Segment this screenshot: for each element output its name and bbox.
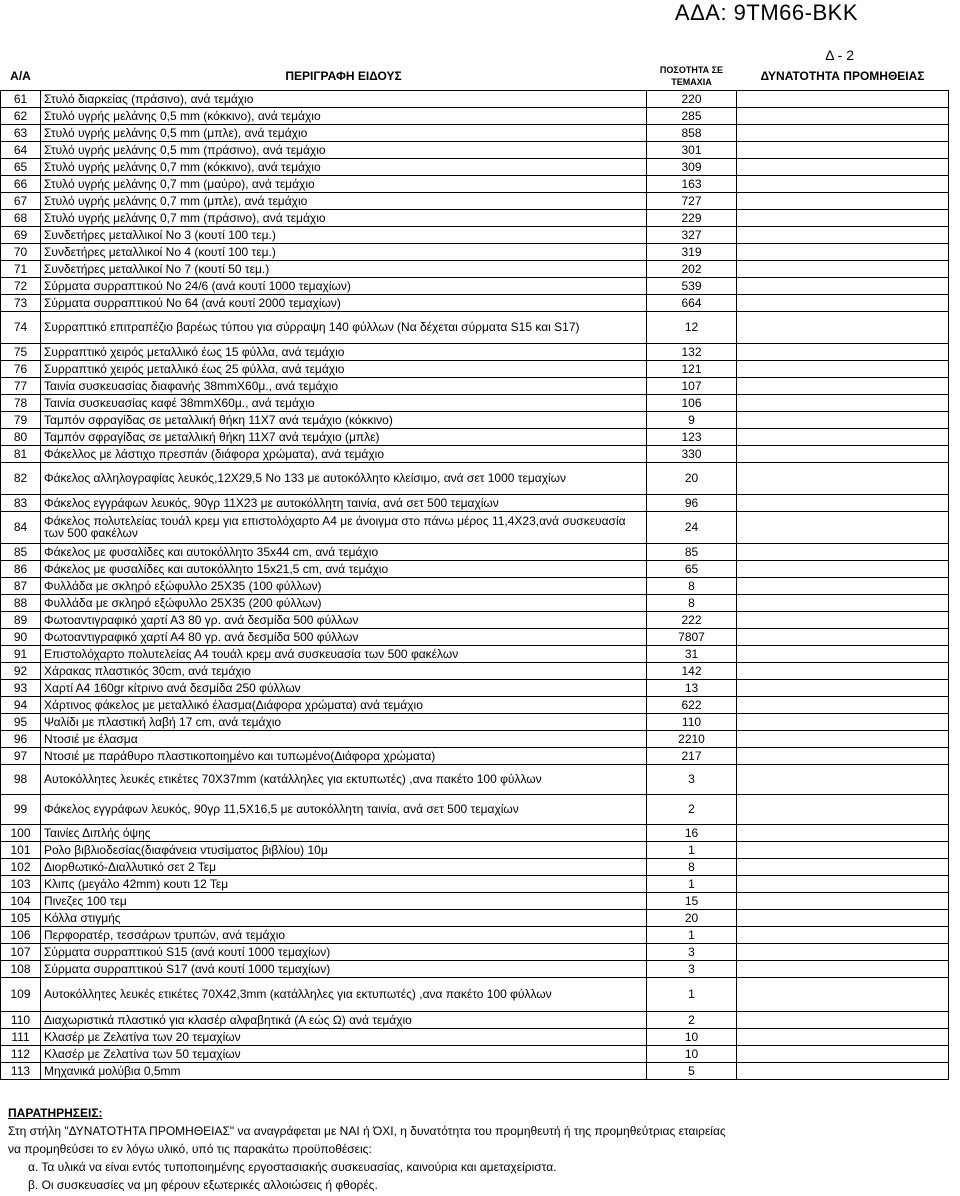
table-row bbox=[1, 260, 949, 277]
row-capability[interactable] bbox=[737, 679, 949, 696]
row-description: Σύρματα συρραπτικού S15 (ανά κουτί 1000 τεμαχίων) bbox=[41, 943, 647, 960]
row-number: 105 bbox=[1, 909, 41, 926]
row-quantity: 10 bbox=[647, 1028, 737, 1045]
row-number: 111 bbox=[1, 1028, 41, 1045]
table-row bbox=[1, 824, 949, 841]
row-quantity: 107 bbox=[647, 377, 737, 394]
table-row bbox=[1, 977, 949, 1011]
row-number: 113 bbox=[1, 1062, 41, 1079]
row-capability[interactable] bbox=[737, 1062, 949, 1079]
table-row bbox=[1, 960, 949, 977]
row-capability[interactable] bbox=[737, 628, 949, 645]
row-number: 88 bbox=[1, 594, 41, 611]
row-capability[interactable] bbox=[737, 360, 949, 377]
row-number: 85 bbox=[1, 543, 41, 560]
row-quantity: 539 bbox=[647, 277, 737, 294]
row-description: Ντοσιέ με έλασμα bbox=[41, 730, 647, 747]
row-description: Χάρακας πλαστικός 30cm, ανά τεμάχιο bbox=[41, 662, 647, 679]
row-description: Περφορατέρ, τεσσάρων τρυπών, ανά τεμάχιο bbox=[41, 926, 647, 943]
row-number: 98 bbox=[1, 764, 41, 794]
row-description: Μηχανικά μολύβια 0,5mm bbox=[41, 1062, 647, 1079]
row-quantity: 85 bbox=[647, 543, 737, 560]
table-row bbox=[1, 1045, 949, 1062]
table-row bbox=[1, 594, 949, 611]
row-quantity: 96 bbox=[647, 494, 737, 511]
table-row bbox=[1, 192, 949, 209]
row-number: 80 bbox=[1, 428, 41, 445]
row-number: 64 bbox=[1, 141, 41, 158]
row-capability[interactable] bbox=[737, 858, 949, 875]
table-row bbox=[1, 713, 949, 730]
row-capability[interactable] bbox=[737, 611, 949, 628]
row-quantity: 24 bbox=[647, 511, 737, 543]
row-number: 96 bbox=[1, 730, 41, 747]
table-row bbox=[1, 909, 949, 926]
row-description: Διορθωτικό-Διαλλυτικό σετ 2 Τεμ bbox=[41, 858, 647, 875]
row-capability[interactable] bbox=[737, 260, 949, 277]
row-capability[interactable] bbox=[737, 943, 949, 960]
row-description: Συρραπτικό χειρός μεταλλικό έως 25 φύλλα, ανά τεμάχιο bbox=[41, 360, 647, 377]
table-row bbox=[1, 377, 949, 394]
table-row bbox=[1, 462, 949, 494]
row-description: Ντοσιέ με παράθυρο πλαστικοποιημένο και τυπωμένο(Διάφορα χρώματα) bbox=[41, 747, 647, 764]
row-quantity: 1 bbox=[647, 841, 737, 858]
row-quantity: 220 bbox=[647, 90, 737, 107]
sheet-label: Δ - 2 bbox=[825, 47, 854, 63]
row-description: Κλασέρ με Ζελατίνα των 20 τεμαχίων bbox=[41, 1028, 647, 1045]
row-description: Χαρτί Α4 160gr κίτρινο ανά δεσμίδα 250 φύλλων bbox=[41, 679, 647, 696]
notes-item-b: β. Οι συσκευασίες να μη φέρουν εξωτερικές αλλοιώσεις ή φθορές. bbox=[28, 1178, 378, 1192]
row-quantity: 727 bbox=[647, 192, 737, 209]
row-number: 77 bbox=[1, 377, 41, 394]
table-row bbox=[1, 141, 949, 158]
row-capability[interactable] bbox=[737, 594, 949, 611]
table-row bbox=[1, 494, 949, 511]
row-capability[interactable] bbox=[737, 1045, 949, 1062]
row-description: Ταμπόν σφραγίδας σε μεταλλική θήκη 11Χ7 ανά τεμάχιο (κόκκινο) bbox=[41, 411, 647, 428]
table-row bbox=[1, 577, 949, 594]
row-quantity: 12 bbox=[647, 311, 737, 343]
row-quantity: 858 bbox=[647, 124, 737, 141]
col-header-quantity: ΠΟΣΟΤΗΤΑ ΣΕ ΤΕΜΑΧΙΑ bbox=[659, 65, 724, 88]
row-quantity: 3 bbox=[647, 960, 737, 977]
table-row bbox=[1, 411, 949, 428]
row-capability[interactable] bbox=[737, 511, 949, 543]
row-capability[interactable] bbox=[737, 892, 949, 909]
row-quantity: 8 bbox=[647, 858, 737, 875]
row-number: 63 bbox=[1, 124, 41, 141]
row-capability[interactable] bbox=[737, 645, 949, 662]
row-capability[interactable] bbox=[737, 445, 949, 462]
notes-line-2: να προμηθεύσει το εν λόγω υλικό, υπό τις παρακάτω προϋποθέσεις: bbox=[8, 1142, 372, 1156]
row-description: Κόλλα στιγμής bbox=[41, 909, 647, 926]
row-description: Στυλό υγρής μελάνης 0,5 mm (μπλε), ανά τεμάχιο bbox=[41, 124, 647, 141]
row-description: Φάκελος εγγράφων λευκός, 90γρ 11Χ23 με αυτοκόλλητη ταινία, ανά σετ 500 τεμαχίων bbox=[41, 494, 647, 511]
row-number: 110 bbox=[1, 1011, 41, 1028]
row-quantity: 106 bbox=[647, 394, 737, 411]
row-quantity: 16 bbox=[647, 824, 737, 841]
row-capability[interactable] bbox=[737, 428, 949, 445]
row-description: Σύρματα συρραπτικού Νο 24/6 (ανά κουτί 1000 τεμαχίων) bbox=[41, 277, 647, 294]
row-capability[interactable] bbox=[737, 141, 949, 158]
row-number: 92 bbox=[1, 662, 41, 679]
row-capability[interactable] bbox=[737, 560, 949, 577]
row-quantity: 330 bbox=[647, 445, 737, 462]
row-capability[interactable] bbox=[737, 343, 949, 360]
row-number: 94 bbox=[1, 696, 41, 713]
row-capability[interactable] bbox=[737, 841, 949, 858]
row-capability[interactable] bbox=[737, 1028, 949, 1045]
row-quantity: 20 bbox=[647, 462, 737, 494]
row-quantity: 123 bbox=[647, 428, 737, 445]
table-row bbox=[1, 175, 949, 192]
row-description: Συρραπτικό επιτραπέζιο βαρέως τύπου για σύρραψη 140 φύλλων (Να δέχεται σύρματα S15 και S17) bbox=[41, 311, 647, 343]
table-row bbox=[1, 628, 949, 645]
row-description: Πινεζες 100 τεμ bbox=[41, 892, 647, 909]
row-capability[interactable] bbox=[737, 713, 949, 730]
row-description: Διαχωριστικά πλαστικό για κλασέρ αλφαβητικά (Α εώς Ω) ανά τεμάχιο bbox=[41, 1011, 647, 1028]
row-capability[interactable] bbox=[737, 311, 949, 343]
row-number: 102 bbox=[1, 858, 41, 875]
row-number: 61 bbox=[1, 90, 41, 107]
row-number: 82 bbox=[1, 462, 41, 494]
row-number: 104 bbox=[1, 892, 41, 909]
row-capability[interactable] bbox=[737, 794, 949, 824]
row-quantity: 285 bbox=[647, 107, 737, 124]
table-row bbox=[1, 679, 949, 696]
row-description: Ταινίες Διπλής όψης bbox=[41, 824, 647, 841]
row-description: Συνδετήρες μεταλλικοί Νο 3 (κουτί 100 τεμ.) bbox=[41, 226, 647, 243]
row-description: Ταινία συσκευασίας διαφανής 38mmX60μ., ανά τεμάχιο bbox=[41, 377, 647, 394]
row-number: 67 bbox=[1, 192, 41, 209]
row-number: 103 bbox=[1, 875, 41, 892]
row-capability[interactable] bbox=[737, 926, 949, 943]
row-description: Στυλό υγρής μελάνης 0,7 mm (πράσινο), ανά τεμάχιο bbox=[41, 209, 647, 226]
row-number: 99 bbox=[1, 794, 41, 824]
table-row bbox=[1, 158, 949, 175]
table-row bbox=[1, 730, 949, 747]
row-capability[interactable] bbox=[737, 158, 949, 175]
row-description: Φάκελος εγγράφων λευκός, 90γρ 11,5Χ16,5 με αυτοκόλλητη ταινία, ανά σετ 500 τεμαχίων bbox=[41, 794, 647, 824]
table-row bbox=[1, 277, 949, 294]
row-description: Φυλλάδα με σκληρό εξώφυλλο 25Χ35 (200 φύλλων) bbox=[41, 594, 647, 611]
row-quantity: 622 bbox=[647, 696, 737, 713]
row-capability[interactable] bbox=[737, 909, 949, 926]
row-description: Συνδετήρες μεταλλικοί Νο 4 (κουτί 100 τεμ.) bbox=[41, 243, 647, 260]
row-number: 72 bbox=[1, 277, 41, 294]
row-number: 91 bbox=[1, 645, 41, 662]
row-number: 112 bbox=[1, 1045, 41, 1062]
table-row bbox=[1, 343, 949, 360]
row-number: 70 bbox=[1, 243, 41, 260]
row-description: Στυλό υγρής μελάνης 0,7 mm (μαύρο), ανά τεμάχιο bbox=[41, 175, 647, 192]
table-row bbox=[1, 311, 949, 343]
row-description: Ταμπόν σφραγίδας σε μεταλλική θήκη 11Χ7 ανά τεμάχιο (μπλε) bbox=[41, 428, 647, 445]
col-header-aa: Α/Α bbox=[10, 69, 31, 84]
row-quantity: 217 bbox=[647, 747, 737, 764]
row-quantity: 3 bbox=[647, 764, 737, 794]
row-quantity: 319 bbox=[647, 243, 737, 260]
row-quantity: 1 bbox=[647, 875, 737, 892]
table-row bbox=[1, 226, 949, 243]
row-quantity: 2210 bbox=[647, 730, 737, 747]
row-quantity: 1 bbox=[647, 926, 737, 943]
row-capability[interactable] bbox=[737, 747, 949, 764]
table-row bbox=[1, 926, 949, 943]
items-table bbox=[0, 63, 949, 1080]
row-capability[interactable] bbox=[737, 1011, 949, 1028]
row-description: Χάρτινος φάκελος με μεταλλικό έλασμα(Διάφορα χρώματα) ανά τεμάχιο bbox=[41, 696, 647, 713]
row-capability[interactable] bbox=[737, 494, 949, 511]
row-quantity: 20 bbox=[647, 909, 737, 926]
row-capability[interactable] bbox=[737, 90, 949, 107]
table-row bbox=[1, 875, 949, 892]
row-number: 97 bbox=[1, 747, 41, 764]
row-description: Ψαλίδι με πλαστική λαβή 17 cm, ανά τεμάχιο bbox=[41, 713, 647, 730]
row-description: Σύρματα συρραπτικού Νο 64 (ανά κουτί 2000 τεμαχίων) bbox=[41, 294, 647, 311]
row-number: 100 bbox=[1, 824, 41, 841]
row-description: Στυλό υγρής μελάνης 0,5 mm (πράσινο), ανά τεμάχιο bbox=[41, 141, 647, 158]
row-description: Φάκελος πολυτελείας τουάλ κρεμ για επιστολόχαρτο Α4 με άνοιγμα στο πάνω μέρος 11,4Χ23,ανά συσκευασία των 500 φακέλων bbox=[41, 511, 647, 543]
row-quantity: 309 bbox=[647, 158, 737, 175]
row-description: Αυτοκόλλητες λευκές ετικέτες 70Χ37mm (κατάλληλες για εκτυπωτές) ,ανα πακέτο 100 φύλλων bbox=[41, 764, 647, 794]
row-number: 86 bbox=[1, 560, 41, 577]
row-description: Ρολο βιβλιοδεσίας(διαφάνεια ντυσίματος βιβλίου) 10μ bbox=[41, 841, 647, 858]
row-capability[interactable] bbox=[737, 730, 949, 747]
row-capability[interactable] bbox=[737, 277, 949, 294]
row-capability[interactable] bbox=[737, 662, 949, 679]
row-quantity: 1 bbox=[647, 977, 737, 1011]
row-description: Στυλό υγρής μελάνης 0,5 mm (κόκκινο), ανά τεμάχιο bbox=[41, 107, 647, 124]
row-quantity: 132 bbox=[647, 343, 737, 360]
row-description: Ταινία συσκευασίας καφέ 38mmX60μ., ανά τεμάχιο bbox=[41, 394, 647, 411]
table-row bbox=[1, 90, 949, 107]
row-number: 71 bbox=[1, 260, 41, 277]
table-row bbox=[1, 209, 949, 226]
row-quantity: 222 bbox=[647, 611, 737, 628]
row-capability[interactable] bbox=[737, 175, 949, 192]
row-quantity: 5 bbox=[647, 1062, 737, 1079]
table-row bbox=[1, 1028, 949, 1045]
table-row bbox=[1, 445, 949, 462]
table-row bbox=[1, 511, 949, 543]
table-row bbox=[1, 1062, 949, 1079]
row-description: Φάκελος αλληλογραφίας λευκός,12Χ29,5 Νο 133 με αυτοκόλλητο κλείσιμο, ανά σετ 1000 τεμαχίων bbox=[41, 462, 647, 494]
table-row bbox=[1, 294, 949, 311]
row-quantity: 10 bbox=[647, 1045, 737, 1062]
row-capability[interactable] bbox=[737, 875, 949, 892]
row-description: Φάκελλος με λάστιχο πρεσπάν (διάφορα χρώματα), ανά τεμάχιο bbox=[41, 445, 647, 462]
table-row bbox=[1, 645, 949, 662]
row-quantity: 664 bbox=[647, 294, 737, 311]
row-description: Στυλό υγρής μελάνης 0,7 mm (κόκκινο), ανά τεμάχιο bbox=[41, 158, 647, 175]
row-number: 106 bbox=[1, 926, 41, 943]
row-number: 65 bbox=[1, 158, 41, 175]
row-quantity: 13 bbox=[647, 679, 737, 696]
row-quantity: 7807 bbox=[647, 628, 737, 645]
row-description: Στυλό διαρκείας (πράσινο), ανά τεμάχιο bbox=[41, 90, 647, 107]
row-description: Στυλό υγρής μελάνης 0,7 mm (μπλε), ανά τεμάχιο bbox=[41, 192, 647, 209]
row-capability[interactable] bbox=[737, 543, 949, 560]
notes-section bbox=[8, 1104, 726, 1194]
row-capability[interactable] bbox=[737, 577, 949, 594]
row-capability[interactable] bbox=[737, 824, 949, 841]
table-row bbox=[1, 794, 949, 824]
table-row bbox=[1, 243, 949, 260]
row-capability[interactable] bbox=[737, 243, 949, 260]
row-capability[interactable] bbox=[737, 960, 949, 977]
table-body bbox=[1, 90, 949, 1079]
row-capability[interactable] bbox=[737, 696, 949, 713]
table-row bbox=[1, 892, 949, 909]
table-row bbox=[1, 394, 949, 411]
col-header-description: ΠΕΡΙΓΡΑΦΗ ΕΙΔΟΥΣ bbox=[285, 69, 402, 84]
row-quantity: 229 bbox=[647, 209, 737, 226]
row-capability[interactable] bbox=[737, 294, 949, 311]
row-quantity: 31 bbox=[647, 645, 737, 662]
row-quantity: 110 bbox=[647, 713, 737, 730]
row-capability[interactable] bbox=[737, 411, 949, 428]
row-description: Συρραπτικό χειρός μεταλλικό έως 15 φύλλα, ανά τεμάχιο bbox=[41, 343, 647, 360]
row-number: 109 bbox=[1, 977, 41, 1011]
table-row bbox=[1, 124, 949, 141]
row-number: 107 bbox=[1, 943, 41, 960]
row-description: Φωτοαντιγραφικό χαρτί Α3 80 γρ. ανά δεσμίδα 500 φύλλων bbox=[41, 611, 647, 628]
row-quantity: 65 bbox=[647, 560, 737, 577]
row-quantity: 327 bbox=[647, 226, 737, 243]
row-number: 101 bbox=[1, 841, 41, 858]
row-quantity: 142 bbox=[647, 662, 737, 679]
row-capability[interactable] bbox=[737, 107, 949, 124]
row-number: 69 bbox=[1, 226, 41, 243]
row-number: 84 bbox=[1, 511, 41, 543]
row-description: Φάκελος με φυσαλίδες και αυτοκόλλητο 15x21,5 cm, ανά τεμάχιο bbox=[41, 560, 647, 577]
row-quantity: 8 bbox=[647, 594, 737, 611]
row-description: Φωτοαντιγραφικό χαρτί Α4 80 γρ. ανά δεσμίδα 500 φύλλων bbox=[41, 628, 647, 645]
row-number: 93 bbox=[1, 679, 41, 696]
table-row bbox=[1, 696, 949, 713]
row-number: 68 bbox=[1, 209, 41, 226]
notes-line-1: Στη στήλη "ΔΥΝΑΤΟΤΗΤΑ ΠΡΟΜΗΘΕΙΑΣ" να αναγράφεται με ΝΑΙ ή ΌΧΙ, η δυνατότητα του προμηθευτή ή της προμηθεύτριας εταιρείας bbox=[8, 1124, 726, 1138]
row-capability[interactable] bbox=[737, 977, 949, 1011]
row-number: 83 bbox=[1, 494, 41, 511]
col-header-capability: ΔΥΝΑΤΟΤΗΤΑ ΠΡΟΜΗΘΕΙΑΣ bbox=[760, 69, 925, 84]
row-description: Κλιπς (μεγάλο 42mm) κουτι 12 Τεμ bbox=[41, 875, 647, 892]
row-description: Φάκελος με φυσαλίδες και αυτοκόλλητο 35x44 cm, ανά τεμάχιο bbox=[41, 543, 647, 560]
row-description: Συνδετήρες μεταλλικοί Νο 7 (κουτί 50 τεμ.) bbox=[41, 260, 647, 277]
notes-item-a: α. Τα υλικά να είναι εντός τυποποιημένης εργοστασιακής συσκευασίας, καινούρια και αμεταχείριστα. bbox=[28, 1160, 557, 1174]
row-quantity: 3 bbox=[647, 943, 737, 960]
table-row bbox=[1, 662, 949, 679]
table-row bbox=[1, 543, 949, 560]
row-description: Επιστολόχαρτο πολυτελείας Α4 τουάλ κρεμ ανά συσκευασία των 500 φακέλων bbox=[41, 645, 647, 662]
row-quantity: 9 bbox=[647, 411, 737, 428]
table-row bbox=[1, 107, 949, 124]
row-description: Σύρματα συρραπτικού S17 (ανά κουτί 1000 τεμαχίων) bbox=[41, 960, 647, 977]
row-number: 87 bbox=[1, 577, 41, 594]
row-description: Αυτοκόλλητες λευκές ετικέτες 70Χ42,3mm (κατάλληλες για εκτυπωτές) ,ανα πακέτο 100 φύλλων bbox=[41, 977, 647, 1011]
row-number: 66 bbox=[1, 175, 41, 192]
row-description: Κλασέρ με Ζελατίνα των 50 τεμαχίων bbox=[41, 1045, 647, 1062]
row-capability[interactable] bbox=[737, 124, 949, 141]
row-capability[interactable] bbox=[737, 764, 949, 794]
ada-code: ΑΔΑ: 9ΤΜ66-ΒΚΚ bbox=[674, 0, 858, 25]
row-capability[interactable] bbox=[737, 192, 949, 209]
row-quantity: 8 bbox=[647, 577, 737, 594]
row-number: 90 bbox=[1, 628, 41, 645]
row-number: 95 bbox=[1, 713, 41, 730]
table-row bbox=[1, 841, 949, 858]
row-number: 75 bbox=[1, 343, 41, 360]
row-number: 89 bbox=[1, 611, 41, 628]
table-row bbox=[1, 428, 949, 445]
row-quantity: 2 bbox=[647, 1011, 737, 1028]
table-row bbox=[1, 747, 949, 764]
row-description: Φυλλάδα με σκληρό εξώφυλλο 25Χ35 (100 φύλλων) bbox=[41, 577, 647, 594]
row-quantity: 163 bbox=[647, 175, 737, 192]
table-row bbox=[1, 1011, 949, 1028]
row-quantity: 15 bbox=[647, 892, 737, 909]
row-number: 78 bbox=[1, 394, 41, 411]
table-row bbox=[1, 611, 949, 628]
row-number: 74 bbox=[1, 311, 41, 343]
table-row bbox=[1, 360, 949, 377]
row-capability[interactable] bbox=[737, 394, 949, 411]
row-number: 76 bbox=[1, 360, 41, 377]
row-capability[interactable] bbox=[737, 377, 949, 394]
row-capability[interactable] bbox=[737, 226, 949, 243]
row-number: 79 bbox=[1, 411, 41, 428]
table-row bbox=[1, 943, 949, 960]
table-row bbox=[1, 560, 949, 577]
row-number: 73 bbox=[1, 294, 41, 311]
notes-title: ΠΑΡΑΤΗΡΗΣΕΙΣ: bbox=[8, 1106, 103, 1120]
row-number: 62 bbox=[1, 107, 41, 124]
row-quantity: 301 bbox=[647, 141, 737, 158]
row-capability[interactable] bbox=[737, 462, 949, 494]
table-row bbox=[1, 764, 949, 794]
row-quantity: 202 bbox=[647, 260, 737, 277]
row-quantity: 2 bbox=[647, 794, 737, 824]
row-capability[interactable] bbox=[737, 209, 949, 226]
table-row bbox=[1, 858, 949, 875]
row-number: 81 bbox=[1, 445, 41, 462]
row-quantity: 121 bbox=[647, 360, 737, 377]
row-number: 108 bbox=[1, 960, 41, 977]
